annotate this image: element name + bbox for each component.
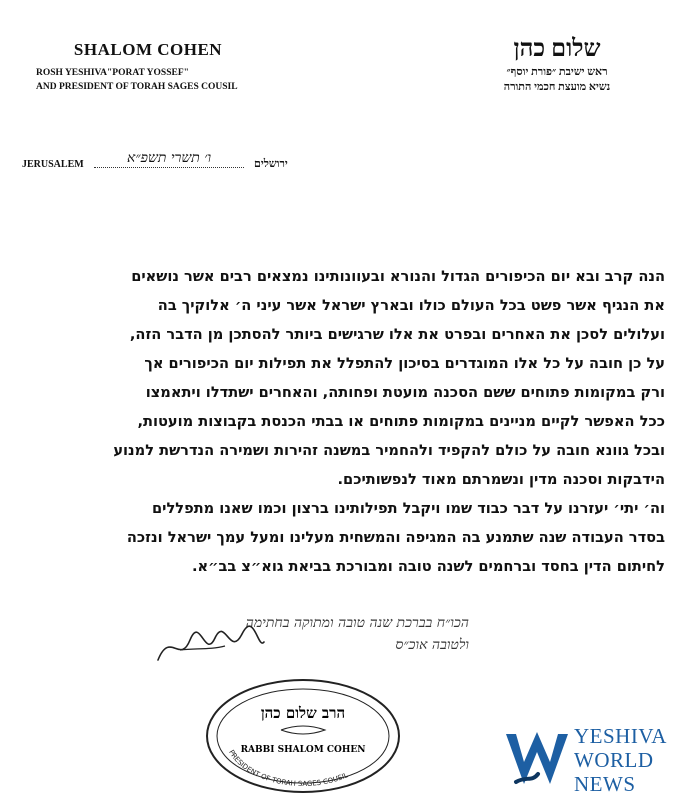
w-mark-icon bbox=[502, 724, 572, 792]
title-hebrew-line-1: ראש ישיבת ״פורת יוסף״ bbox=[506, 66, 608, 78]
logo-line-1: YESHIVA bbox=[574, 724, 667, 748]
body-line: ועלולים לסכן את האחרים ובפרט את אלו שרגישים ביותר להסתכן מן הדבר הזה, bbox=[129, 326, 665, 343]
stamp-english-name: RABBI SHALOM COHEN bbox=[240, 745, 366, 755]
letterhead-hebrew bbox=[437, 36, 677, 95]
body-line: על כן חובה על כל אלו המוגדרים בסיכון להתפלל את תפילות יום הכיפורים אך bbox=[144, 355, 665, 372]
stamp-hebrew-name: הרב שלום כהן bbox=[260, 704, 346, 722]
letter-body bbox=[30, 262, 665, 581]
body-line: ורק במקומות פתוחים ששם הסכנה מועטת ופחותה, והאחרים ישתדלו ויתאמצו bbox=[145, 384, 665, 401]
rabbi-name-hebrew: שלום כהן bbox=[513, 36, 601, 62]
handwritten-date: ו׳ תשרי תשפ״א bbox=[94, 150, 244, 168]
rabbi-stamp bbox=[203, 676, 403, 796]
handwritten-line-2: ולטובה אוכ״ס bbox=[395, 637, 469, 653]
body-line: לחיתום הדין בחסד וברחמים לשנה טובה ומבורכת בביאת גוא״צ בב״א. bbox=[191, 558, 665, 575]
yeshiva-world-news-logo bbox=[502, 724, 696, 796]
title-english-line-2: AND PRESIDENT OF TORAH SAGES COUSIL bbox=[36, 82, 238, 92]
city-hebrew: ירושלים bbox=[254, 158, 288, 170]
body-line: ובכל גוונא חובה על כולם להקפיד ולהחמיר במשנה זהירות ושמירה הנדרשת למנוע bbox=[113, 442, 665, 459]
title-english bbox=[36, 66, 278, 94]
signature bbox=[150, 620, 270, 670]
body-line: את הנגיף אשר פשט בכל העולם כולו ובארץ ישראל אשר עיני ה׳ אלוקיך בה bbox=[157, 297, 665, 314]
body-line: הידבקות וסכנה מדין ונשמרתם מאוד לנפשותיכם. bbox=[337, 471, 665, 488]
logo-line-2: WORLD bbox=[574, 748, 654, 772]
stamp-arc-text: PRESIDENT OF TORAH SAGES COUSIL bbox=[227, 748, 350, 789]
handwritten-blessing bbox=[246, 612, 469, 656]
handwritten-line-1: הכו״ח בברכת שנה טובה ומתוקה בחתימה bbox=[245, 615, 469, 631]
body-line: בסדר העבודה שנה שתמנע בה המגיפה והמשחית מעלינו ומעל עמך ישראל ונזכה bbox=[126, 529, 665, 546]
body-line: הנה קרב ובא יום הכיפורים הגדול והנורא ובעוונותינו נמצאים רבים אשר נושאים bbox=[131, 268, 665, 285]
title-english-line-1: ROSH YESHIVA"PORAT YOSSEF" bbox=[36, 68, 189, 78]
city-english: JERUSALEM bbox=[22, 159, 84, 170]
body-line: וה׳ יתי׳ יעזרנו על דבר כבוד שמו ויקבל תפילותינו ברצון וכמו שאנו מתפללים bbox=[151, 500, 665, 517]
body-line: ככל האפשר לקיים מניינים במקומות פתוחים או בבתי הכנסת בקבוצות מועטות, bbox=[137, 413, 665, 430]
stamp-ornament bbox=[281, 726, 325, 734]
title-hebrew bbox=[437, 65, 677, 95]
logo-text bbox=[574, 724, 667, 796]
title-hebrew-line-2: נשיא מועצת חכמי התורה bbox=[503, 81, 611, 93]
rabbi-name-english: SHALOM COHEN bbox=[73, 40, 223, 59]
letterhead-english bbox=[18, 40, 278, 94]
dateline bbox=[22, 148, 322, 172]
logo-line-3: NEWS bbox=[574, 772, 636, 796]
